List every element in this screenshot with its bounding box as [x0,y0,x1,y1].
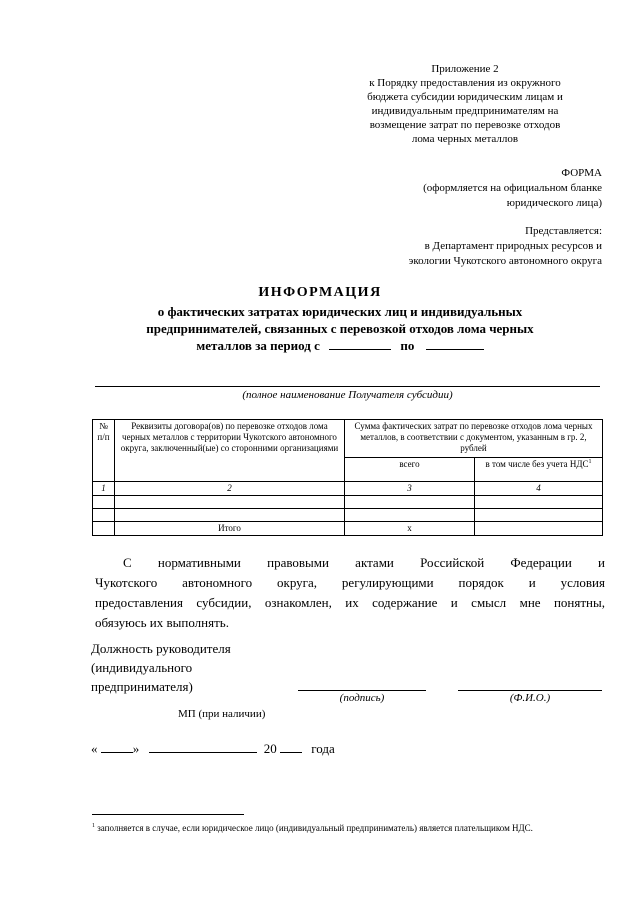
form-note-line: (оформляется на официальном бланке [423,182,602,194]
header-without-vat [475,458,603,482]
appendix-line: бюджета субсидии юридическим лицам и [367,91,563,103]
appendix-line: индивидуальным предпринимателям на [371,105,559,117]
total-row [93,522,603,536]
close-quote: » [132,741,140,756]
column-number-2: 2 [115,482,345,496]
paragraph-line: обязуюсь их выполнять. [95,615,229,630]
table-cell[interactable] [345,496,475,509]
signature-position [91,639,231,696]
appendix-line: лома черных металлов [411,133,519,145]
submitted-line: экологии Чукотского автономного округа [408,255,602,267]
table-cell[interactable] [115,509,345,522]
period-to-label: по [400,338,415,353]
position-line: предпринимателя) [91,679,193,694]
appendix-line: к Порядку предоставления из окружного [369,77,561,89]
table-cell[interactable] [115,496,345,509]
table-cell[interactable] [475,522,603,536]
date-line [91,740,335,757]
total-label: Итого [115,522,345,536]
day-blank[interactable] [101,740,133,753]
table-row [93,496,603,509]
header-contract-details: Реквизиты договора(ов) по перевозке отходов лома черных металлов с территории Чукотского автономного округа, заключенный(ые) со сторонними организациями [115,420,345,482]
header-cost-sum: Сумма фактических затрат по перевозке отходов лома черных металлов, в соответствии с документом, указанным в гр. 2, рублей [345,420,603,458]
month-blank[interactable] [149,740,257,753]
footnote [92,822,608,834]
document-title: ИНФОРМАЦИЯ [258,285,382,300]
table-cell[interactable] [345,509,475,522]
appendix-block [320,62,610,146]
header-without-vat-label: в том числе без учета НДС [485,459,589,469]
recipient-name-line[interactable] [95,386,600,387]
submitted-line: в Департамент природных ресурсов и [424,240,602,252]
signature-caption: (подпись) [339,692,385,704]
footnote-separator [92,814,244,815]
paragraph-line: С нормативными правовыми актами Российской Федерации и [123,555,605,570]
subtitle-line: о фактических затратах юридических лиц и индивидуальных [157,304,523,319]
name-line[interactable] [458,690,602,691]
position-line: Должность руководителя [91,641,231,656]
subtitle-line: предпринимателей, связанных с перевозкой отходов лома черных [146,321,534,336]
year-prefix: 20 [263,741,277,756]
appendix-line: Приложение 2 [431,63,499,75]
footnote-mark: 1 [588,459,592,465]
paragraph-line: предоставления субсидии, ознакомлен, их содержание и смысл мне понятны, [95,595,605,610]
period-label: металлов за период с [196,338,320,353]
table-cell[interactable] [93,496,115,509]
table-row [93,509,603,522]
costs-table [92,419,603,536]
header-total: всего [345,458,475,482]
footnote-text: заполняется в случае, если юридическое лицо (индивидуальный предприниматель) является плательщиком НДС. [97,823,533,833]
recipient-caption: (полное наименование Получателя субсидии) [242,389,453,401]
form-note-line: юридического лица) [506,197,602,209]
stamp-label: МП (при наличии) [178,708,266,720]
document-subtitle [90,303,590,354]
header-number: № п/п [93,420,115,482]
table-cell[interactable] [475,496,603,509]
name-caption: (Ф.И.О.) [509,692,551,704]
footnote-number: 1 [92,823,95,829]
acknowledgement-paragraph [95,553,605,633]
period-from-blank[interactable] [329,337,391,350]
total-mark: х [345,522,475,536]
paragraph-line: Чукотского автономного округа, регулирующими порядок и условия [95,575,605,590]
position-line: (индивидуального [91,660,193,675]
year-suffix: года [311,741,335,756]
open-quote: « [91,741,98,756]
appendix-line: возмещение затрат по перевозке отходов [369,119,561,131]
form-title: ФОРМА [561,167,602,179]
subtitle-period-line [90,337,590,354]
year-blank[interactable] [280,740,302,753]
table-cell[interactable] [475,509,603,522]
submitted-block [409,224,602,269]
column-number-3: 3 [345,482,475,496]
column-number-1: 1 [93,482,115,496]
submitted-line: Представляется: [525,225,602,237]
period-to-blank[interactable] [426,337,484,350]
column-number-4: 4 [475,482,603,496]
table-cell[interactable] [93,509,115,522]
signature-line[interactable] [298,690,426,691]
form-note [423,166,602,211]
table-cell [93,522,115,536]
